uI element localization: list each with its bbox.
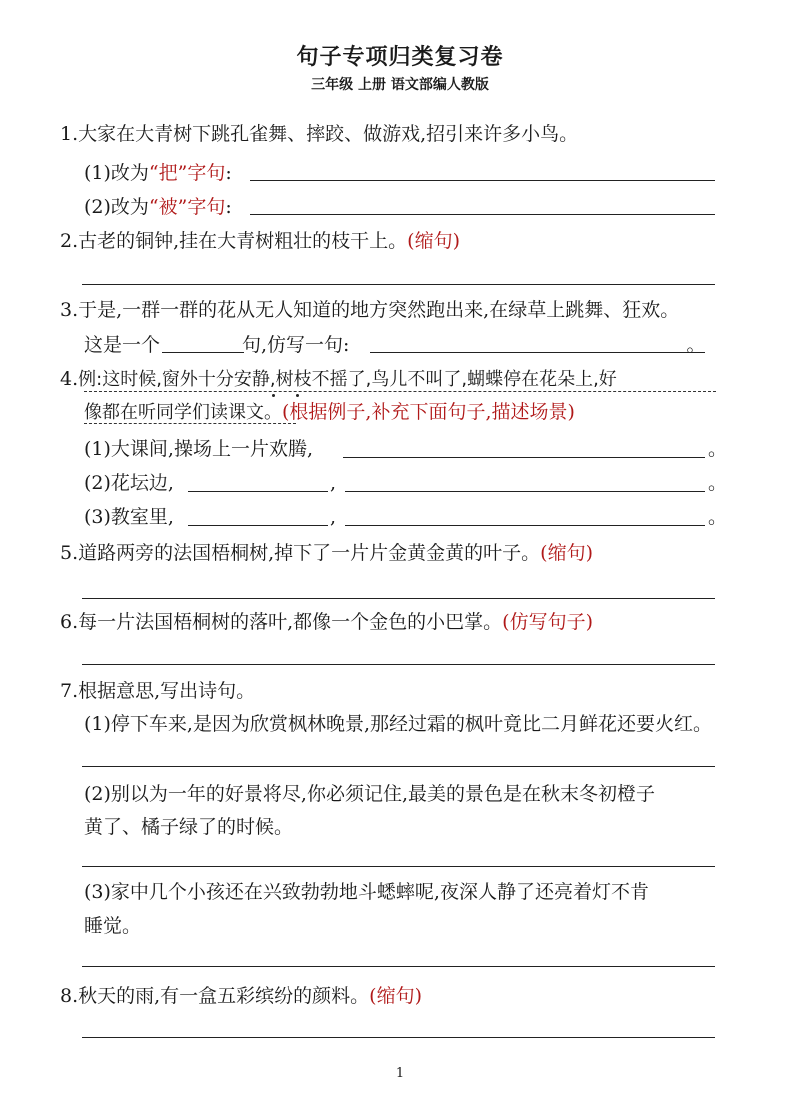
comma: , xyxy=(330,506,337,528)
example-underline-1 xyxy=(84,391,716,392)
question-2 xyxy=(60,229,460,253)
page-number: 1 xyxy=(395,1066,405,1081)
blank-sentence-type[interactable] xyxy=(162,352,244,353)
question-3-prefix: 这是一个 xyxy=(84,334,161,356)
sub1-prefix: (1)改为 xyxy=(84,162,149,184)
period: 。 xyxy=(708,438,728,460)
question-5 xyxy=(60,541,593,565)
question-7-sub2-line2: 黄了、橘子绿了的时候。 xyxy=(84,816,294,838)
question-4-line2 xyxy=(84,400,575,425)
question-3-line2 xyxy=(84,333,705,357)
sub1-colon: : xyxy=(225,162,232,184)
example-underline-2 xyxy=(84,423,296,424)
question-8-text: 8.秋天的雨,有一盒五彩缤纷的颜料。 xyxy=(60,985,370,1007)
answer-line-q4-1[interactable] xyxy=(343,457,705,458)
sub2-prefix: (2)改为 xyxy=(84,196,149,218)
answer-line-q1-2[interactable] xyxy=(250,214,715,215)
answer-line-q3[interactable] xyxy=(370,352,705,353)
page-title: 句子专项归类复习卷 xyxy=(296,44,504,70)
sub1-instruction: “把”字句 xyxy=(148,162,226,184)
sub2-colon: : xyxy=(225,196,232,218)
example-line2: 像都在听同学们读课文。 xyxy=(84,402,282,423)
question-4-num: 4. xyxy=(60,368,79,390)
question-8-tag: (缩句) xyxy=(369,985,422,1007)
question-1-text: 1.大家在大青树下跳孔雀舞、摔跤、做游戏,招引来许多小鸟。 xyxy=(60,123,579,145)
question-1-sub2 xyxy=(84,195,232,219)
answer-line-q8[interactable] xyxy=(82,1037,715,1038)
question-5-text: 5.道路两旁的法国梧桐树,掉下了一片片金黄金黄的叶子。 xyxy=(60,542,541,564)
sub1-text: (1)大课间,操场上一片欢腾, xyxy=(84,438,313,460)
question-7-sub1: (1)停下车来,是因为欣赏枫林晚景,那经过霜的枫叶竟比二月鲜花还要火红。 xyxy=(84,713,712,735)
example-line1: 例:这时候,窗外十分安静,树枝不摇了,鸟儿不叫了,蝴蝶停在花朵上,好 xyxy=(78,369,617,390)
question-4-sub3: (3)教室里, xyxy=(84,506,174,528)
question-6-text: 6.每一片法国梧桐树的落叶,都像一个金色的小巴掌。 xyxy=(60,611,503,633)
answer-line-q7-1[interactable] xyxy=(82,766,715,767)
emphasis-dot xyxy=(272,394,275,397)
question-7-sub3-line1: (3)家中几个小孩还在兴致勃勃地斗蟋蟀呢,夜深人静了还亮着灯不肯 xyxy=(84,881,649,903)
answer-line-q4-3b[interactable] xyxy=(345,525,705,526)
answer-line-q4-2a[interactable] xyxy=(188,491,328,492)
question-3-text: 3.于是,一群一群的花从无人知道的地方突然跑出来,在绿草上跳舞、狂欢。 xyxy=(60,299,680,321)
question-7-text: 7.根据意思,写出诗句。 xyxy=(60,680,256,702)
answer-line-q7-2[interactable] xyxy=(82,866,715,867)
question-4-tag: (根据例子,补充下面句子,描述场景) xyxy=(282,401,575,423)
answer-line-q5[interactable] xyxy=(82,598,715,599)
emphasis-dot xyxy=(296,394,299,397)
question-4-sub2: (2)花坛边, xyxy=(84,472,174,494)
question-5-tag: (缩句) xyxy=(540,542,593,564)
page-subtitle: 三年级 上册 语文部编人教版 xyxy=(311,77,489,93)
answer-line-q2[interactable] xyxy=(82,284,715,285)
question-7-sub2-line1: (2)别以为一年的好景将尽,你必须记住,最美的景色是在秋末冬初橙子 xyxy=(84,783,655,805)
question-4-line1 xyxy=(60,367,617,392)
answer-line-q6[interactable] xyxy=(82,664,715,665)
question-2-tag: (缩句) xyxy=(407,230,460,252)
sub2-instruction: “被”字句 xyxy=(148,196,226,218)
question-6-tag: (仿写句子) xyxy=(502,611,593,633)
period: 。 xyxy=(708,472,728,494)
answer-line-q4-2b[interactable] xyxy=(345,491,705,492)
question-2-text: 2.古老的铜钟,挂在大青树粗壮的枝干上。 xyxy=(60,230,408,252)
question-4-sub1 xyxy=(84,437,313,461)
question-7-sub3-line2: 睡觉。 xyxy=(84,915,142,937)
question-1-sub1 xyxy=(84,161,232,185)
question-3-middle: 句,仿写一句: xyxy=(242,334,350,356)
answer-line-q7-3[interactable] xyxy=(82,966,715,967)
question-8 xyxy=(60,984,422,1008)
question-6 xyxy=(60,610,593,634)
comma: , xyxy=(330,472,337,494)
answer-line-q4-3a[interactable] xyxy=(188,525,328,526)
question-3-end: 。 xyxy=(686,334,706,356)
period: 。 xyxy=(708,506,728,528)
answer-line-q1-1[interactable] xyxy=(250,180,715,181)
